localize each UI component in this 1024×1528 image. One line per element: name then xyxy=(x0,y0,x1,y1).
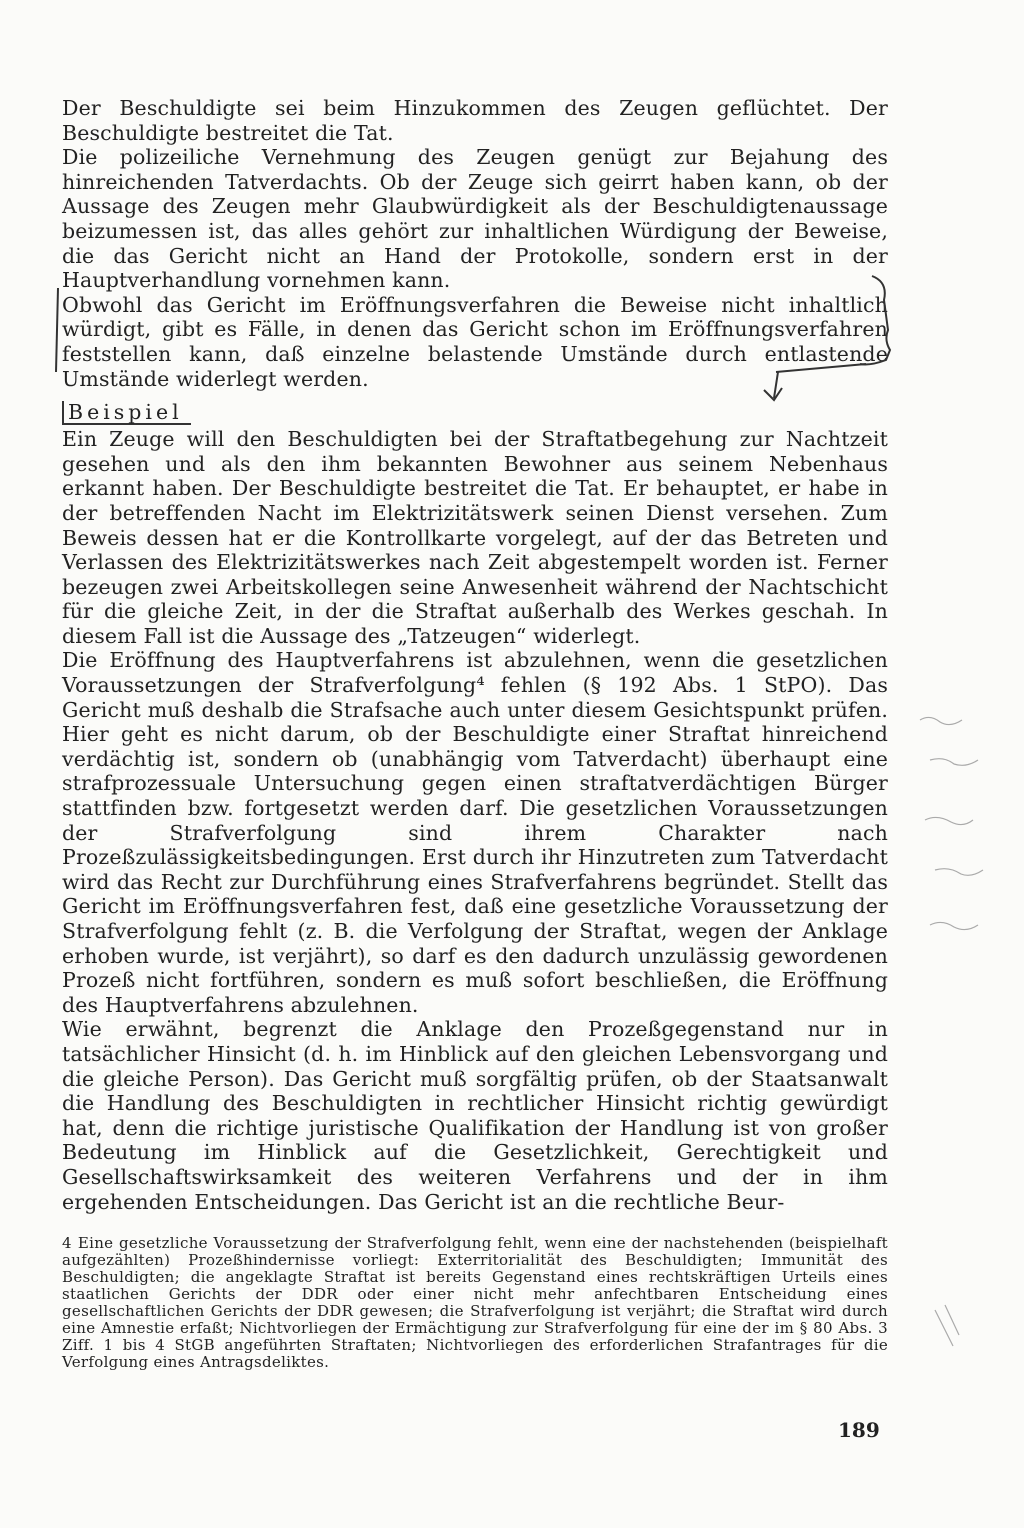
scribble xyxy=(935,1305,959,1346)
paragraph: Der Beschuldigte sei beim Hinzukommen des Zeugen geflüchtet. Der Beschuldigte bestreitet die Tat. xyxy=(62,96,888,145)
margin-scribbles xyxy=(920,717,983,1346)
scribble xyxy=(930,922,978,929)
main-text xyxy=(62,96,888,1214)
paragraph: Die Eröffnung des Hauptverfahrens ist abzulehnen, wenn die gesetzlichen Voraussetzungen der Strafverfolgung⁴ fehlen (§ 192 Abs. 1 StPO). Das Gericht muß deshalb die Strafsache auch unter diesem Gesichtspunkt prüfen. Hier geht es nicht darum, ob der Beschuldigte einer Straftat hinreichend verdächtig ist, sondern ob (unabhängig vom Tatverdacht) überhaupt eine strafprozessuale Untersuchung gegen einen straftatverdächtigen Bürger stattfinden bzw. fortgesetzt werden darf. Die gesetzlichen Voraussetzungen der Strafverfolgung sind ihrem Charakter nach Prozeßzulässigkeitsbedingungen. Erst durch ihr Hinzutreten zum Tatverdacht wird das Recht zur Durchführung eines Strafverfahrens begründet. Stellt das Gericht im Eröffnungsverfahren fest, daß eine gesetzliche Voraussetzung der Strafverfolgung fehlt (z. B. die Verfolgung der Straftat, wegen der Anklage erhoben wurde, ist verjährt), so darf es den dadurch unzulässig gewordenen Prozeß nicht fortführen, sondern es muß sofort beschließen, die Eröffnung des Hauptverfahrens abzulehnen. xyxy=(62,648,888,1017)
footnote xyxy=(62,1235,888,1371)
footnote-number: 4 xyxy=(62,1234,72,1252)
example-heading: Beispiel xyxy=(62,401,191,425)
paragraph: Die polizeiliche Vernehmung des Zeugen genügt zur Bejahung des hinreichenden Tatverdachts. Ob der Zeuge sich geirrt haben kann, ob der Aussage des Zeugen mehr Glaubwürdigkeit als der Beschuldigtenaussage beizumessen ist, das alles gehört zur inhaltlichen Würdigung der Beweise, die das Gericht nicht an Hand der Protokolle, sondern erst in der Hauptverhandlung vornehmen kann. xyxy=(62,145,888,293)
paragraph: Wie erwähnt, begrenzt die Anklage den Prozeßgegenstand nur in tatsächlicher Hinsicht (d. h. im Hinblick auf den gleichen Lebensvorgang und die gleiche Person). Das Gericht muß sorgfältig prüfen, ob der Staatsanwalt die Handlung des Beschuldigten in rechtlicher Hinsicht richtig gewürdigt hat, denn die richtige juristische Qualifikation der Handlung ist von großer Bedeutung im Hinblick auf die Gesetzlichkeit, Gerechtigkeit und Gesellschaftswirksamkeit des weiteren Verfahrens und der in ihm ergehenden Entscheidungen. Das Gericht ist an die rechtliche Beur- xyxy=(62,1017,888,1214)
footnote-text: Eine gesetzliche Voraussetzung der Strafverfolgung fehlt, wenn eine der nachstehenden (beispielhaft aufgezählten) Prozeßhindernisse vorliegt: Exterritorialität des Beschuldigten; Immunität des Beschuldigten; die angeklagte Straftat ist bereits Gegenstand eines rechtskräftigen Urteils eines staatlichen Gerichts der DDR oder einer nicht mehr anfechtbaren Entscheidung eines gesellschaftlichen Gerichts der DDR gewesen; die Strafverfolgung ist verjährt; die Straftat wird durch eine Amnestie erfaßt; Nichtvorliegen der Ermächtigung zur Strafverfolgung für eine der im § 80 Abs. 3 Ziff. 1 bis 4 StGB angeführten Straftaten; Nichtvorliegen des erforderlichen Strafantrages für die Verfolgung eines Antragsdeliktes. xyxy=(62,1234,888,1371)
scribble xyxy=(930,759,978,766)
left-bracket-line xyxy=(56,288,58,372)
example-paragraph: Ein Zeuge will den Beschuldigten bei der Straftatbegehung zur Nachtzeit gesehen und als den ihm bekannten Bewohner aus seinem Nebenhaus erkannt haben. Der Beschuldigte bestreitet die Tat. Er behauptet, er habe in der betreffenden Nacht im Elektrizitätswerk seinen Dienst versehen. Zum Beweis dessen hat er die Kontrollkarte vorgelegt, auf der das Betreten und Verlassen des Elektrizitätswerkes nach Zeit abgestempelt worden ist. Ferner bezeugen zwei Arbeitskollegen seine Anwesenheit während der Nachtschicht für die gleiche Zeit, in der die Straftat außerhalb des Werkes geschah. In diesem Fall ist die Aussage des „Tatzeugen“ widerlegt. xyxy=(62,427,888,648)
scribble xyxy=(920,717,962,724)
bracketed-paragraph: Obwohl das Gericht im Eröffnungsverfahren die Beweise nicht inhaltlich würdigt, gibt es Fälle, in denen das Gericht schon im Eröffnungsverfahren feststellen kann, daß einzelne belastende Umstände durch entlastende Umstände widerlegt werden. xyxy=(62,292,888,391)
scribble xyxy=(925,817,973,824)
scribble xyxy=(935,869,983,876)
page-number: 189 xyxy=(838,1418,880,1442)
